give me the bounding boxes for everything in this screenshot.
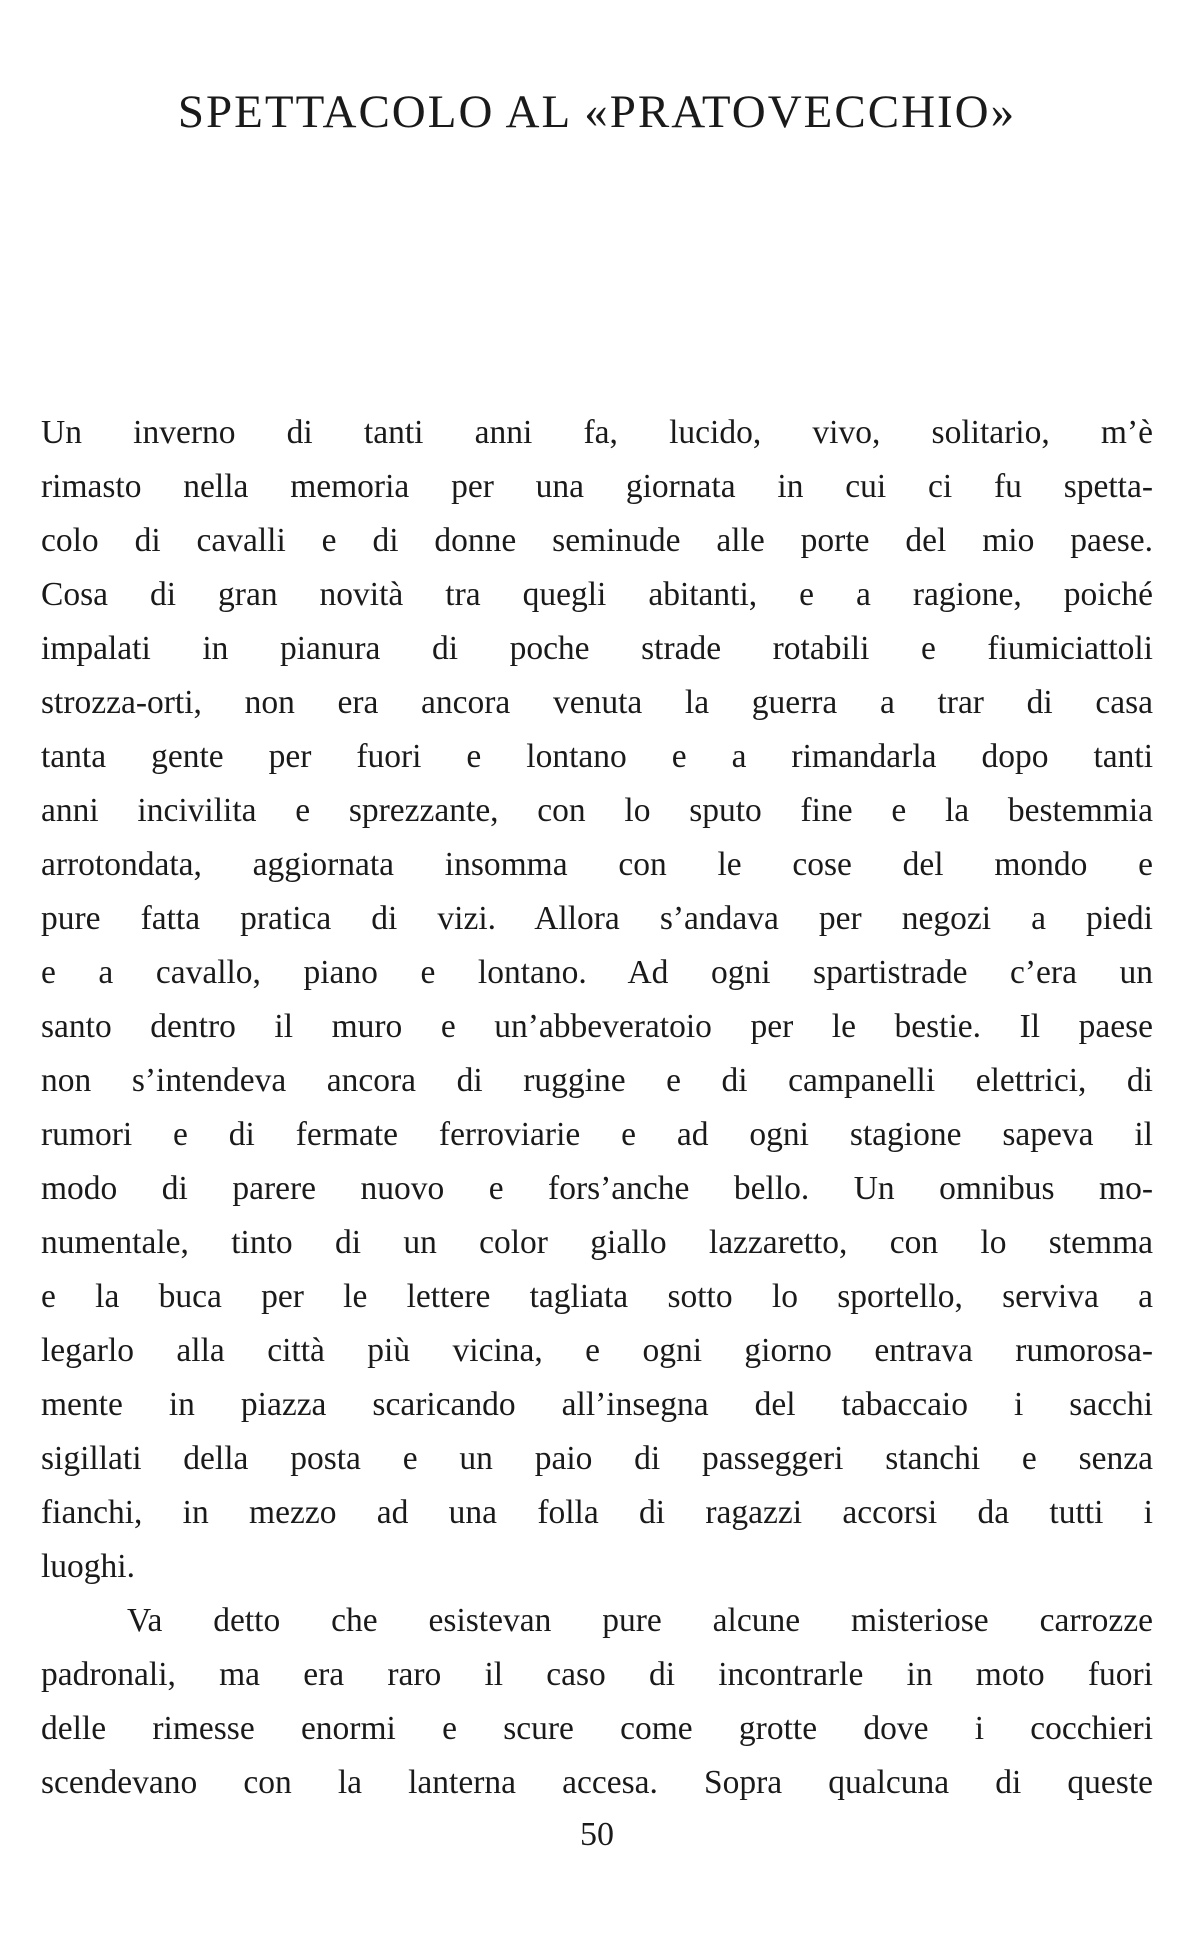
text-line: legarlo alla città più vicina, e ogni giorno entrava rumorosa- <box>41 1332 1153 1369</box>
page-number: 50 <box>580 1816 614 1853</box>
text-line: e la buca per le lettere tagliata sotto lo sportello, serviva a <box>41 1278 1153 1315</box>
text-line: fianchi, in mezzo ad una folla di ragazzi accorsi da tutti i <box>41 1494 1153 1531</box>
text-line: Va detto che esistevan pure alcune misteriose carrozze <box>127 1602 1153 1639</box>
text-line: delle rimesse enormi e scure come grotte dove i cocchieri <box>41 1710 1153 1747</box>
paragraph <box>41 1594 1153 1810</box>
text-line: anni incivilita e sprezzante, con lo sputo fine e la bestemmia <box>41 792 1153 829</box>
text-line: Cosa di gran novità tra quegli abitanti, e a ragione, poiché <box>41 576 1153 613</box>
text-line: sigillati della posta e un paio di passeggeri stanchi e senza <box>41 1440 1153 1477</box>
text-line: e a cavallo, piano e lontano. Ad ogni spartistrade c’era un <box>41 954 1153 991</box>
text-line: colo di cavalli e di donne seminude alle porte del mio paese. <box>41 522 1153 559</box>
text-line: tanta gente per fuori e lontano e a rimandarla dopo tanti <box>41 738 1153 775</box>
chapter-title: SPETTACOLO AL «PRATOVECCHIO» <box>177 86 1017 138</box>
text-line: strozza-orti, non era ancora venuta la guerra a trar di casa <box>41 684 1153 721</box>
text-line: impalati in pianura di poche strade rotabili e fiumiciattoli <box>41 630 1153 667</box>
text-line: arrotondata, aggiornata insomma con le cose del mondo e <box>41 846 1153 883</box>
text-line: modo di parere nuovo e fors’anche bello. Un omnibus mo- <box>41 1170 1153 1207</box>
text-line: padronali, ma era raro il caso di incontrarle in moto fuori <box>41 1656 1153 1693</box>
paragraph <box>41 406 1153 1594</box>
text-line: pure fatta pratica di vizi. Allora s’andava per negozi a piedi <box>41 900 1153 937</box>
text-line: rumori e di fermate ferroviarie e ad ogni stagione sapeva il <box>41 1116 1153 1153</box>
text-line: Un inverno di tanti anni fa, lucido, vivo, solitario, m’è <box>41 414 1153 451</box>
text-line: numentale, tinto di un color giallo lazzaretto, con lo stemma <box>41 1224 1153 1261</box>
body-text <box>41 406 1153 1810</box>
text-line: rimasto nella memoria per una giornata in cui ci fu spetta- <box>41 468 1153 505</box>
text-line: luoghi. <box>41 1548 135 1585</box>
text-line: santo dentro il muro e un’abbeveratoio per le bestie. Il paese <box>41 1008 1153 1045</box>
text-line: mente in piazza scaricando all’insegna del tabaccaio i sacchi <box>41 1386 1153 1423</box>
text-line: non s’intendeva ancora di ruggine e di campanelli elettrici, di <box>41 1062 1153 1099</box>
text-line: scendevano con la lanterna accesa. Sopra qualcuna di queste <box>41 1764 1153 1801</box>
